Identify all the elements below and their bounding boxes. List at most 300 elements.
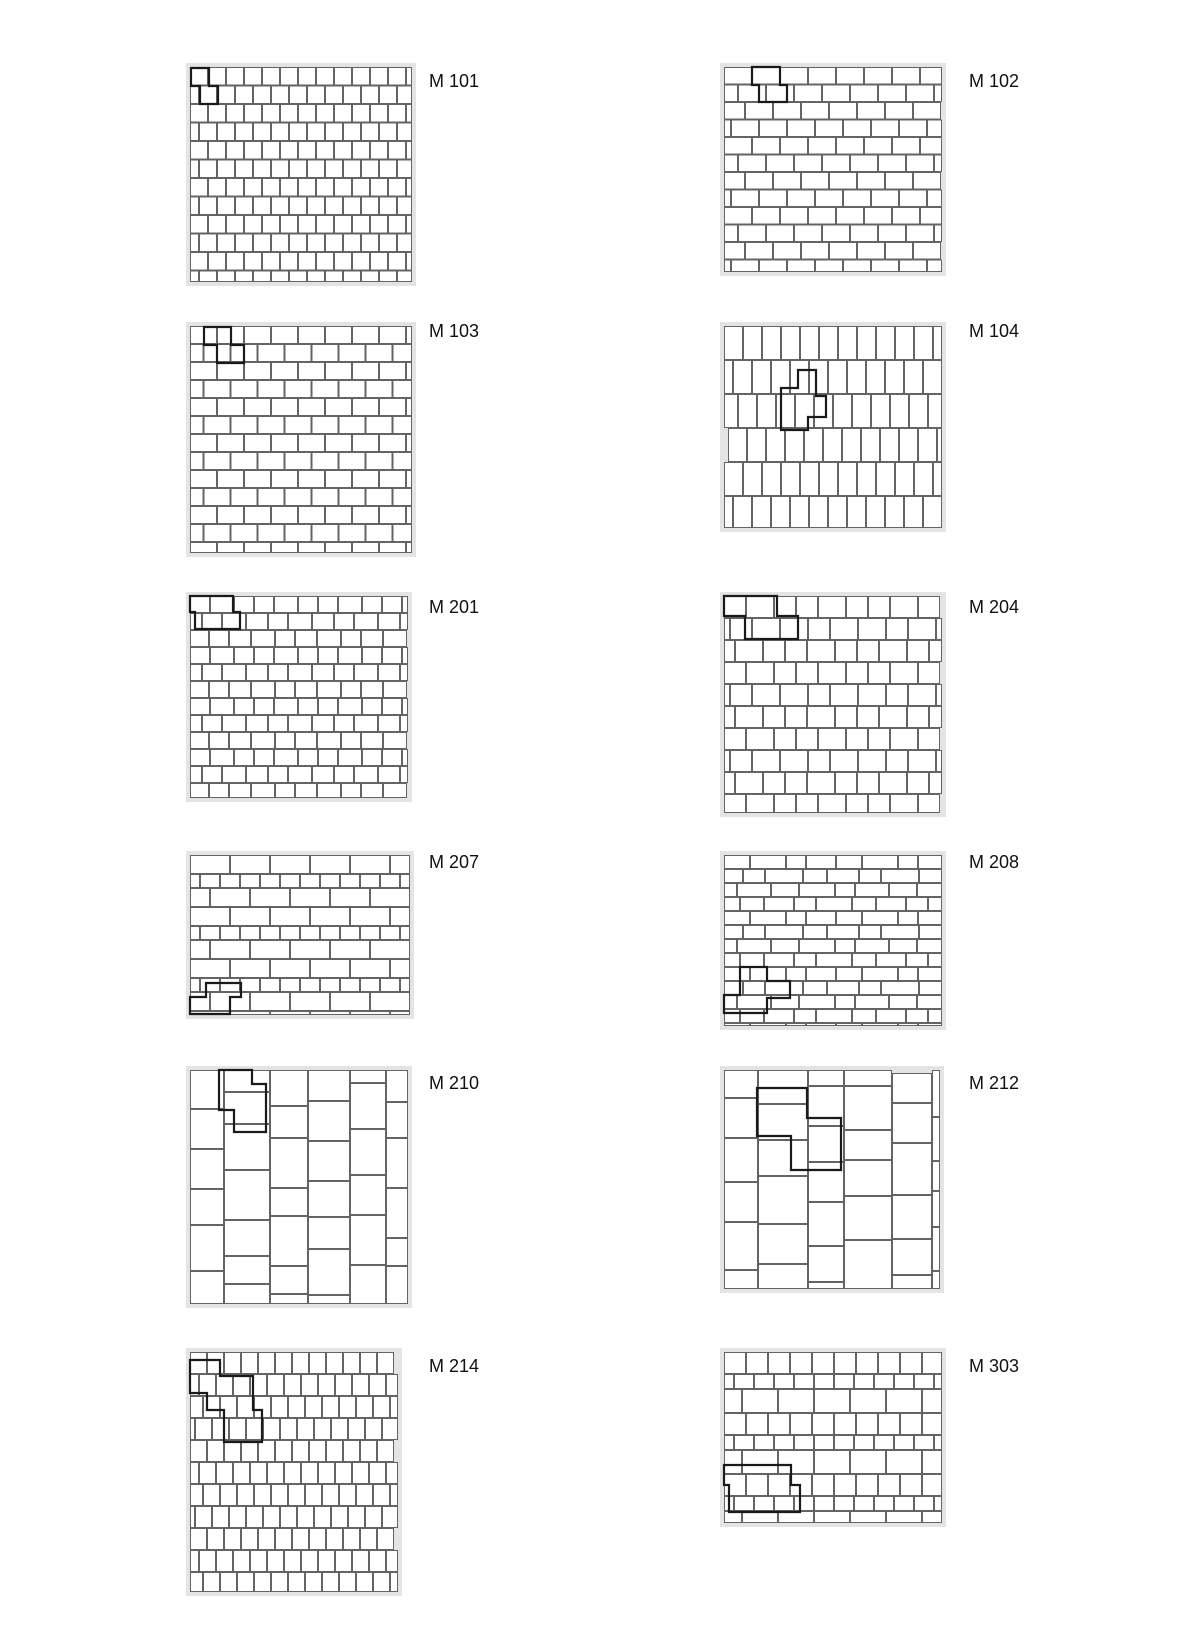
paving-stone <box>809 685 830 706</box>
paving-stone <box>886 497 904 528</box>
paving-stone <box>847 597 868 618</box>
paving-stone <box>741 954 764 967</box>
paving-stone <box>836 940 855 953</box>
paving-stone <box>862 429 880 462</box>
paving-stone <box>725 225 738 242</box>
paving-stone <box>289 1485 305 1506</box>
paving-stone <box>191 507 217 524</box>
paving-stone <box>309 1182 350 1217</box>
paving-stone <box>351 1216 386 1265</box>
paving-stone <box>291 889 330 907</box>
paving-stone <box>787 912 806 925</box>
paving-stone <box>847 663 868 684</box>
paving-stone <box>843 429 861 462</box>
paving-stone <box>797 663 818 684</box>
paving-stone <box>366 1419 382 1440</box>
paving-stone <box>254 160 271 178</box>
paving-stone <box>289 1573 305 1592</box>
paving-stone <box>335 179 352 197</box>
paving-stone <box>268 1375 284 1396</box>
paving-stone <box>203 614 222 630</box>
paving-stone <box>272 86 289 104</box>
paving-stone <box>788 120 815 137</box>
paving-stone <box>387 1071 408 1102</box>
paving-stone <box>929 898 942 911</box>
paving-stone <box>263 216 280 234</box>
paving-stone <box>200 1551 216 1572</box>
paving-stone <box>725 1512 742 1523</box>
paving-stone <box>381 979 400 992</box>
paving-stone <box>924 361 942 394</box>
paving-stone <box>342 784 361 798</box>
paving-stone <box>753 208 780 225</box>
paving-stone <box>319 750 338 766</box>
paving-stone <box>881 429 899 462</box>
paving-stone <box>209 179 226 197</box>
paving-stone <box>221 1485 237 1506</box>
paving-stone <box>191 345 204 362</box>
paving-stone <box>788 190 815 207</box>
paving-stone <box>191 1463 199 1484</box>
paving-stone <box>755 1497 774 1511</box>
paving-stone <box>725 619 730 640</box>
paving-stone <box>879 85 906 102</box>
paving-stone <box>238 1573 254 1592</box>
paving-stone <box>234 1551 250 1572</box>
paving-stone <box>339 597 362 613</box>
paving-stone <box>272 327 298 344</box>
paving-stone <box>209 142 226 160</box>
paving-stone <box>218 234 235 252</box>
pattern-drawing <box>720 1348 946 1527</box>
paving-stone <box>271 856 310 874</box>
paving-stone <box>269 716 288 732</box>
paving-stone <box>218 271 235 282</box>
paving-stone <box>391 1397 398 1418</box>
paving-stone <box>890 884 917 897</box>
paving-stone <box>831 619 858 640</box>
paving-stone <box>225 1441 241 1462</box>
paving-stone <box>398 271 412 282</box>
paving-stone <box>743 1512 778 1523</box>
paving-stone <box>255 1485 271 1506</box>
paving-stone <box>191 1397 203 1418</box>
paving-stone <box>363 597 382 613</box>
paving-stone <box>907 155 934 172</box>
paving-stone <box>291 941 330 959</box>
paving-stone <box>893 1144 932 1195</box>
paving-stone <box>891 597 918 618</box>
paving-stone <box>331 993 370 1011</box>
paving-stone <box>753 138 780 155</box>
paving-stone <box>725 773 735 794</box>
paving-stone <box>836 707 857 728</box>
paving-stone <box>191 784 209 798</box>
paving-stone <box>230 1507 246 1528</box>
paving-stone <box>401 767 408 783</box>
paving-stone <box>271 908 310 926</box>
paving-stone <box>218 123 235 141</box>
paving-stone <box>767 155 794 172</box>
paving-stone <box>339 525 365 542</box>
paving-stone <box>795 954 816 967</box>
paving-stone <box>263 179 280 197</box>
paving-stone <box>845 1071 892 1086</box>
paving-stone <box>383 1507 398 1528</box>
paving-stone <box>407 327 412 344</box>
paving-stone <box>731 619 752 640</box>
paving-stone <box>835 1436 854 1450</box>
paving-stone <box>218 160 235 178</box>
paving-stone <box>398 197 412 215</box>
paving-stone <box>341 875 360 888</box>
paving-stone <box>299 105 316 123</box>
paving-pattern-diagram <box>186 63 416 286</box>
paving-stone <box>191 363 217 380</box>
paving-stone <box>725 1223 758 1270</box>
paving-stone <box>815 395 833 428</box>
paving-stone <box>872 260 899 272</box>
paving-stone <box>301 875 320 888</box>
paving-stone <box>218 86 235 104</box>
paving-stone <box>760 120 787 137</box>
paving-stone <box>259 1353 275 1374</box>
paving-stone <box>804 870 827 883</box>
paving-stone <box>191 1110 224 1149</box>
paving-stone <box>383 597 402 613</box>
paving-stone <box>362 682 383 698</box>
paving-stone <box>919 912 942 925</box>
paving-stone <box>815 1512 850 1523</box>
paving-stone <box>775 1436 794 1450</box>
paving-stone <box>218 543 244 553</box>
paving-stone <box>725 68 752 85</box>
paving-stone <box>258 453 284 470</box>
paving-stone <box>867 497 885 528</box>
paving-stone <box>247 1507 263 1528</box>
paving-stone <box>332 1507 348 1528</box>
paving-stone <box>858 463 876 496</box>
paving-stone <box>389 142 406 160</box>
paving-stone <box>210 784 229 798</box>
paving-stone <box>725 856 750 869</box>
paving-stone <box>734 361 752 394</box>
paving-stone <box>813 1414 834 1435</box>
paving-stone <box>191 889 210 907</box>
paving-stone <box>930 641 942 662</box>
paving-stone <box>255 648 274 664</box>
paving-stone <box>211 699 234 715</box>
paving-stone <box>234 1463 250 1484</box>
paving-stone <box>887 619 908 640</box>
paving-stone <box>272 363 298 380</box>
paving-stone <box>374 1573 390 1592</box>
paving-stone <box>830 103 857 120</box>
paving-stone <box>276 1529 292 1550</box>
paving-stone <box>191 489 204 506</box>
paving-stone <box>935 85 942 102</box>
paving-stone <box>389 179 406 197</box>
paving-stone <box>231 908 270 926</box>
paving-stone <box>213 1507 229 1528</box>
pattern-drawing <box>720 63 946 276</box>
paving-stone <box>915 463 933 496</box>
paving-stone <box>786 641 807 662</box>
paving-stone <box>371 179 388 197</box>
paving-stone <box>804 982 827 995</box>
paving-stone <box>290 234 307 252</box>
paving-stone <box>357 1573 373 1592</box>
paving-stone <box>403 699 408 715</box>
paving-stone <box>853 898 876 911</box>
paving-stone <box>236 86 253 104</box>
paving-stone <box>407 105 412 123</box>
paving-stone <box>839 327 857 360</box>
paving-stone <box>217 1551 233 1572</box>
paving-stone <box>208 1529 224 1550</box>
paving-pattern-diagram <box>720 1066 944 1293</box>
paving-stone <box>755 1375 774 1389</box>
paving-stone <box>378 1441 394 1462</box>
paving-stone <box>351 960 390 978</box>
paving-stone <box>844 120 871 137</box>
paving-stone <box>272 507 298 524</box>
paving-stone <box>824 429 842 462</box>
paving-stone <box>289 767 312 783</box>
paving-stone <box>781 685 808 706</box>
paving-stone <box>856 940 889 953</box>
paving-stone <box>245 216 262 234</box>
paving-stone <box>370 1375 386 1396</box>
paving-stone <box>387 1267 408 1304</box>
paving-stone <box>791 497 809 528</box>
paving-stone <box>933 1118 940 1161</box>
paving-stone <box>808 707 835 728</box>
paving-stone <box>351 1084 386 1129</box>
paving-stone <box>344 1353 360 1374</box>
paving-stone <box>828 870 859 883</box>
paving-stone <box>211 889 250 907</box>
paving-stone <box>308 271 325 282</box>
paving-stone <box>311 1012 350 1015</box>
paving-stone <box>227 253 244 271</box>
paving-stone <box>223 614 246 630</box>
paving-stone <box>353 471 379 488</box>
paving-stone <box>807 912 836 925</box>
paving-stone <box>252 784 275 798</box>
paving-stone <box>736 773 763 794</box>
paving-stone <box>230 682 251 698</box>
paving-stone <box>797 729 818 750</box>
paving-stone <box>725 641 735 662</box>
paving-stone <box>869 597 890 618</box>
paving-stone <box>362 123 379 141</box>
paving-stone <box>920 870 942 883</box>
paving-stone <box>191 856 230 874</box>
paving-stone <box>809 1283 844 1289</box>
paving-stone <box>748 429 766 462</box>
paving-stone <box>725 85 738 102</box>
paving-stone <box>835 1353 856 1374</box>
paving-stone <box>815 1451 850 1474</box>
paving-stone <box>201 875 220 888</box>
paving-stone <box>227 68 244 86</box>
paving-stone <box>809 751 830 772</box>
paving-stone <box>255 597 274 613</box>
paving-stone <box>772 884 799 897</box>
paving-stone <box>210 733 229 749</box>
paving-stone <box>313 665 334 681</box>
paving-stone <box>245 435 271 452</box>
paving-stone <box>204 1397 220 1418</box>
paving-stone <box>764 641 785 662</box>
paving-stone <box>311 960 350 978</box>
paving-stone <box>767 85 794 102</box>
paving-stone <box>747 1353 768 1374</box>
paving-stone <box>231 960 270 978</box>
paving-stone <box>301 979 320 992</box>
pattern-drawing <box>720 322 946 532</box>
paving-stone <box>308 234 325 252</box>
paving-stone <box>887 1390 922 1413</box>
paving-stone <box>378 1529 394 1550</box>
paving-stone <box>272 1397 288 1418</box>
paving-stone <box>734 497 752 528</box>
paving-pattern-diagram <box>186 851 414 1019</box>
paving-stone <box>847 729 868 750</box>
paving-stone <box>910 395 928 428</box>
paving-stone <box>815 1497 834 1511</box>
paving-stone <box>281 979 300 992</box>
paving-stone <box>853 1010 876 1023</box>
paving-stone <box>743 1451 778 1474</box>
paving-stone <box>341 927 360 940</box>
paving-stone <box>326 86 343 104</box>
paving-stone <box>828 982 859 995</box>
paving-stone <box>191 160 199 178</box>
paving-stone <box>877 1010 906 1023</box>
paving-stone <box>241 927 260 940</box>
paving-stone <box>900 429 918 462</box>
paving-stone <box>837 68 864 85</box>
paving-stone <box>401 614 408 630</box>
paving-stone <box>919 429 937 462</box>
paving-stone <box>407 399 412 416</box>
paving-stone <box>786 429 804 462</box>
paving-stone <box>191 1272 224 1304</box>
paving-stone <box>872 120 899 137</box>
paving-stone <box>725 208 752 225</box>
paving-stone <box>872 395 890 428</box>
paving-stone <box>362 86 379 104</box>
paving-stone <box>389 68 406 86</box>
paving-stone <box>272 160 289 178</box>
paving-stone <box>191 1353 207 1374</box>
paving-stone <box>236 197 253 215</box>
paving-pattern-diagram <box>720 592 946 817</box>
paving-stone <box>349 1419 365 1440</box>
paving-stone <box>923 1414 942 1435</box>
paving-stone <box>935 1436 942 1450</box>
paving-stone <box>751 1024 786 1026</box>
paving-stone <box>739 85 766 102</box>
paving-stone <box>839 463 857 496</box>
paving-stone <box>930 707 942 728</box>
pattern-drawing <box>186 1066 412 1308</box>
paving-stone <box>725 926 743 939</box>
paving-stone <box>276 784 295 798</box>
paving-stone <box>753 751 780 772</box>
paving-stone <box>407 253 412 271</box>
paving-stone <box>856 884 889 897</box>
paving-stone <box>290 197 307 215</box>
paving-stone <box>200 86 217 104</box>
paving-stone <box>805 429 823 462</box>
paving-stone <box>318 631 341 647</box>
paving-stone <box>845 1241 892 1289</box>
paving-stone <box>310 1441 326 1462</box>
pattern-code-label: M 214 <box>429 1356 480 1376</box>
paving-stone <box>299 179 316 197</box>
paving-stone <box>820 327 838 360</box>
paving-stone <box>791 1353 812 1374</box>
paving-stone <box>245 363 271 380</box>
paving-stone <box>245 253 262 271</box>
pattern-code-label: M 212 <box>969 1073 1020 1093</box>
paving-stone <box>247 767 268 783</box>
paving-stone <box>227 216 244 234</box>
paving-stone <box>191 979 200 992</box>
paving-stone <box>231 1012 270 1015</box>
paving-stone <box>191 1551 199 1572</box>
paving-stone <box>907 85 934 102</box>
paving-stone <box>191 597 210 613</box>
paving-stone <box>252 682 275 698</box>
paving-stone <box>258 525 284 542</box>
paving-stone <box>234 1375 250 1396</box>
paving-stone <box>326 471 352 488</box>
paving-stone <box>332 1419 348 1440</box>
paving-stone <box>339 345 365 362</box>
paving-stone <box>879 1475 900 1496</box>
paving-stone <box>725 729 746 750</box>
paving-stone <box>407 142 412 160</box>
paving-stone <box>204 417 230 434</box>
paving-stone <box>809 138 836 155</box>
paving-stone <box>323 1573 339 1592</box>
paving-stone <box>815 1390 850 1413</box>
paving-stone <box>361 1529 377 1550</box>
paving-stone <box>261 979 280 992</box>
paving-stone <box>765 1010 794 1023</box>
paving-stone <box>309 1102 350 1141</box>
paving-stone <box>209 68 226 86</box>
pattern-drawing <box>186 851 414 1019</box>
paving-stone <box>379 716 400 732</box>
paving-stone <box>281 105 298 123</box>
paving-stone <box>845 1161 892 1196</box>
paving-stone <box>766 870 803 883</box>
paving-stone <box>837 208 864 225</box>
paving-stone <box>809 208 836 225</box>
paving-stone <box>380 399 406 416</box>
paving-stone <box>887 1451 922 1474</box>
paving-stone <box>208 1353 224 1374</box>
paving-stone <box>306 1397 322 1418</box>
paving-stone <box>275 699 298 715</box>
paving-stone <box>829 497 847 528</box>
paving-stone <box>383 750 402 766</box>
